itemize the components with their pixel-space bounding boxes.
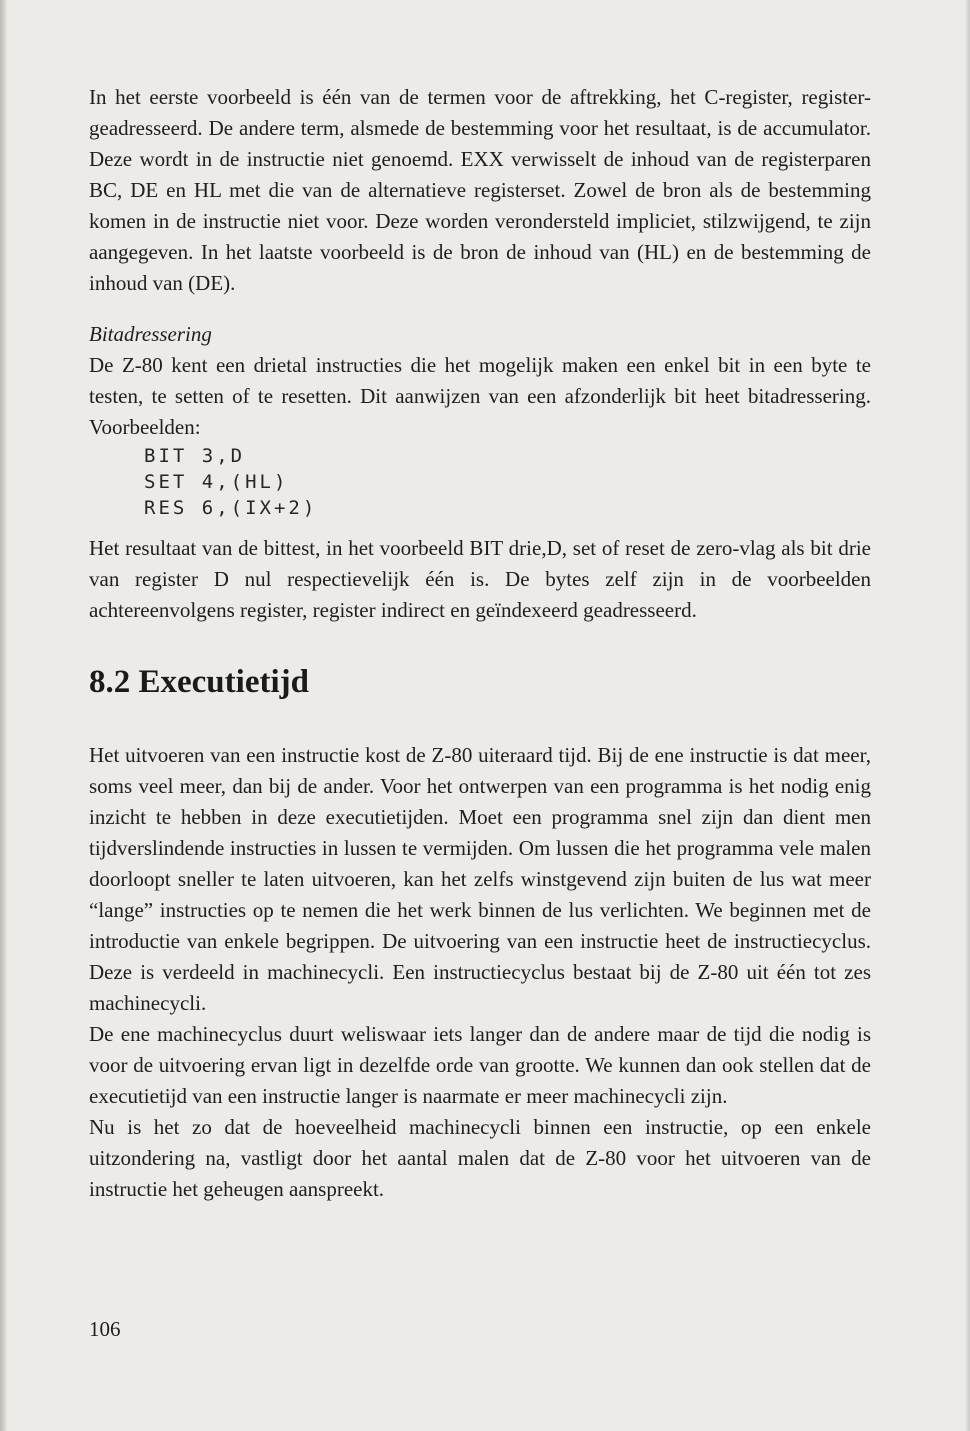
paragraph-bitadressering: De Z-80 kent een drietal instructies die het mogelijk maken een enkel bit in een byte te testen, te setten of te resetten. Dit aanwijzen van een afzonderlijk bit heet bitadressering. Voorbeelden: xyxy=(89,353,871,439)
code-line: RES 6,(IX+2) xyxy=(144,497,318,519)
section-title: 8.2 Executietijd xyxy=(89,664,309,700)
paragraph-bittest: Het resultaat van de bittest, in het voorbeeld BIT drie,D, set of reset de zero-vlag als bit drie van register D nul respectievelijk één is. De bytes zelf zijn in de voorbeelden achtereenvolgens register, register indirect en geïndexeerd geadresseerd. xyxy=(89,536,871,622)
code-line: SET 4,(HL) xyxy=(144,471,289,493)
paragraph-geheugen: Nu is het zo dat de hoeveelheid machinecycli binnen een instructie, op een enkele uitzondering na, vastligt door het aantal malen dat de Z-80 voor het uitvoeren van de instructie het geheugen aanspreekt. xyxy=(89,1115,871,1201)
code-example xyxy=(144,443,871,521)
page-edge-left xyxy=(0,0,7,1431)
paragraph-executietijd: Het uitvoeren van een instructie kost de Z-80 uiteraard tijd. Bij de ene instructie is dat meer, soms veel meer, dan bij de ander. Voor het ontwerpen van een programma is het nodig enig inzicht te hebben in deze executietijden. Moet een programma snel zijn dan dient men tijdverslindende instructies in lussen te vermijden. Om lussen die het programma vele malen doorloopt sneller te laten uitvoeren, kan het zelfs winstgevend zijn buiten de lus wat meer “lange” instructies op te nemen die het werk binnen de lus verlichten. We beginnen met de introductie van enkele begrippen. De uitvoering van een instructie heet de instructiecyclus. Deze is verdeeld in machinecycli. Een instructiecyclus bestaat bij de Z-80 uit één tot zes machinecycli. xyxy=(89,743,871,1015)
subheading-bitadressering: Bitadressering xyxy=(89,322,212,346)
paragraph-machinecyclus: De ene machinecyclus duurt weliswaar iets langer dan de andere maar de tijd die nodig is voor de uitvoering ervan ligt in dezelfde orde van grootte. We kunnen dan ook stellen dat de executietijd van een instructie langer is naarmate er meer machinecycli zijn. xyxy=(89,1022,871,1108)
page-body xyxy=(89,82,871,1205)
page-edge-right xyxy=(965,0,970,1431)
paragraph-intro: In het eerste voorbeeld is één van de termen voor de aftrekking, het C-register, register-geadresseerd. De andere term, alsmede de bestemming voor het resultaat, is de accumulator. Deze wordt in de instructie niet genoemd. EXX verwisselt de inhoud van de registerparen BC, DE en HL met die van de alternatieve registerset. Zowel de bron als de bestemming komen in de instructie niet voor. Deze worden verondersteld impliciet, stilzwijgend, te zijn aangegeven. In het laatste voorbeeld is de bron de inhoud van (HL) en de bestemming de inhoud van (DE). xyxy=(89,85,871,295)
code-line: BIT 3,D xyxy=(144,445,246,467)
page-number: 106 xyxy=(89,1317,121,1341)
